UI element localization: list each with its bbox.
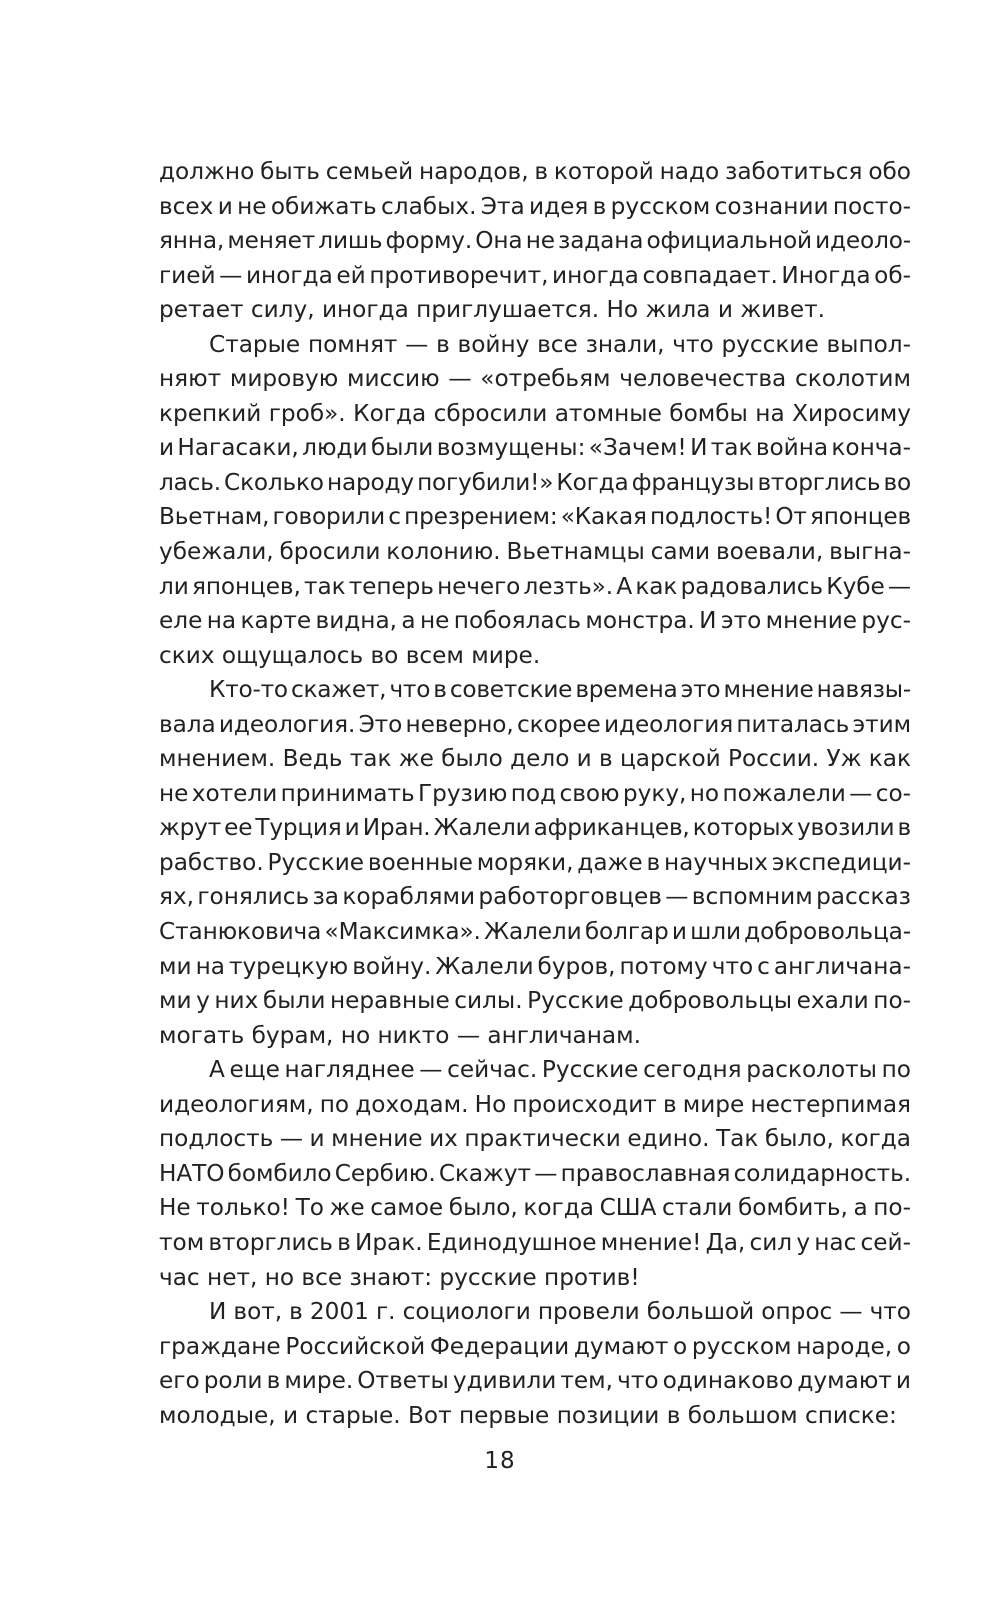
text-line: рабство. Русские военные моряки, даже в научных экспедици- [159, 848, 911, 876]
paragraph-5 [159, 1295, 911, 1433]
text-line: НАТО бомбило Сербию. Скажут — православная солидарность. [159, 1159, 911, 1187]
text-line: еле на карте видна, а не побоялась монстра. И это мнение рус- [159, 607, 911, 635]
text-line: убежали, бросили колонию. Вьетнамцы сами воевали, выгна- [159, 538, 911, 566]
text-line: А еще нагляднее — сейчас. Русские сегодня расколоты по [209, 1056, 911, 1084]
text-line: час нет, но все знают: русские против! [159, 1263, 640, 1291]
text-line: Старые помнят — в войну все знали, что русские выпол- [209, 330, 911, 358]
text-line: И вот, в 2001 г. социологи провели большой опрос — что [209, 1298, 911, 1326]
text-line: ретает силу, иногда приглушается. Но жила и живет. [159, 296, 826, 324]
text-line: ях, гонялись за кораблями работорговцев — вспомним рассказ [159, 883, 911, 911]
paragraph-4 [159, 1053, 911, 1295]
text-line: мнением. Ведь так же было дело и в царской России. Уж как [159, 745, 911, 773]
text-line: вала идеология. Это неверно, скорее идеология питалась этим [159, 710, 911, 738]
text-line: граждане Российской Федерации думают о русском народе, о [159, 1332, 911, 1360]
page-number: 18 [484, 1448, 516, 1474]
text-line: Не только! То же самое было, когда США стали бомбить, а по- [159, 1194, 911, 1222]
text-line: Станюковича «Максимка». Жалели болгар и шли добровольца- [159, 918, 911, 946]
text-line: не хотели принимать Грузию под свою руку, но пожалели — со- [159, 779, 911, 807]
text-line: том вторглись в Ирак. Единодушное мнение! Да, сил у нас сей- [159, 1228, 911, 1256]
text-line: няют мировую миссию — «отребьям человечества сколотим [159, 365, 911, 393]
text-line: молодые, и старые. Вот первые позиции в большом списке: [159, 1401, 897, 1429]
text-line: идеологиям, по доходам. Но происходит в мире нестерпимая [159, 1090, 911, 1118]
text-line: ми у них были неравные силы. Русские добровольцы ехали по- [159, 987, 911, 1015]
body-text [159, 155, 911, 1433]
text-line: должно быть семьей народов, в которой надо заботиться обо [159, 158, 911, 185]
text-line: гией — иногда ей противоречит, иногда совпадает. Иногда об- [159, 261, 911, 289]
text-line: крепкий гроб». Когда сбросили атомные бомбы на Хиросиму [159, 399, 911, 427]
text-line: всех и не обижать слабых. Эта идея в русском сознании посто- [159, 192, 911, 220]
text-line: янна, меняет лишь форму. Она не задана официальной идеоло- [159, 227, 911, 255]
text-line: Вьетнам, говорили с презрением: «Какая подлость! От японцев [159, 503, 911, 531]
text-line: лась. Сколько народу погубили!» Когда французы вторглись во [159, 468, 911, 496]
text-line: подлость — и мнение их практически едино. Так было, когда [159, 1125, 911, 1153]
text-line: ли японцев, так теперь нечего лезть». А как радовались Кубе — [159, 572, 911, 600]
text-line: жрут ее Турция и Иран. Жалели африканцев, которых увозили в [159, 814, 911, 842]
text-line: ми на турецкую войну. Жалели буров, потому что с англичана- [159, 952, 911, 980]
text-line: его роли в мире. Ответы удивили тем, что одинаково думают и [159, 1367, 911, 1395]
text-line: Кто-то скажет, что в советские времена это мнение навязы- [209, 676, 911, 704]
text-line: могать бурам, но никто — англичанам. [159, 1021, 641, 1049]
paragraph-2 [159, 328, 911, 673]
text-line: ских ощущалось во всем мире. [159, 641, 541, 669]
paragraph-3 [159, 673, 911, 1053]
paragraph-1 [159, 155, 911, 328]
text-line: и Нагасаки, люди были возмущены: «Зачем! И так война конча- [159, 434, 911, 462]
